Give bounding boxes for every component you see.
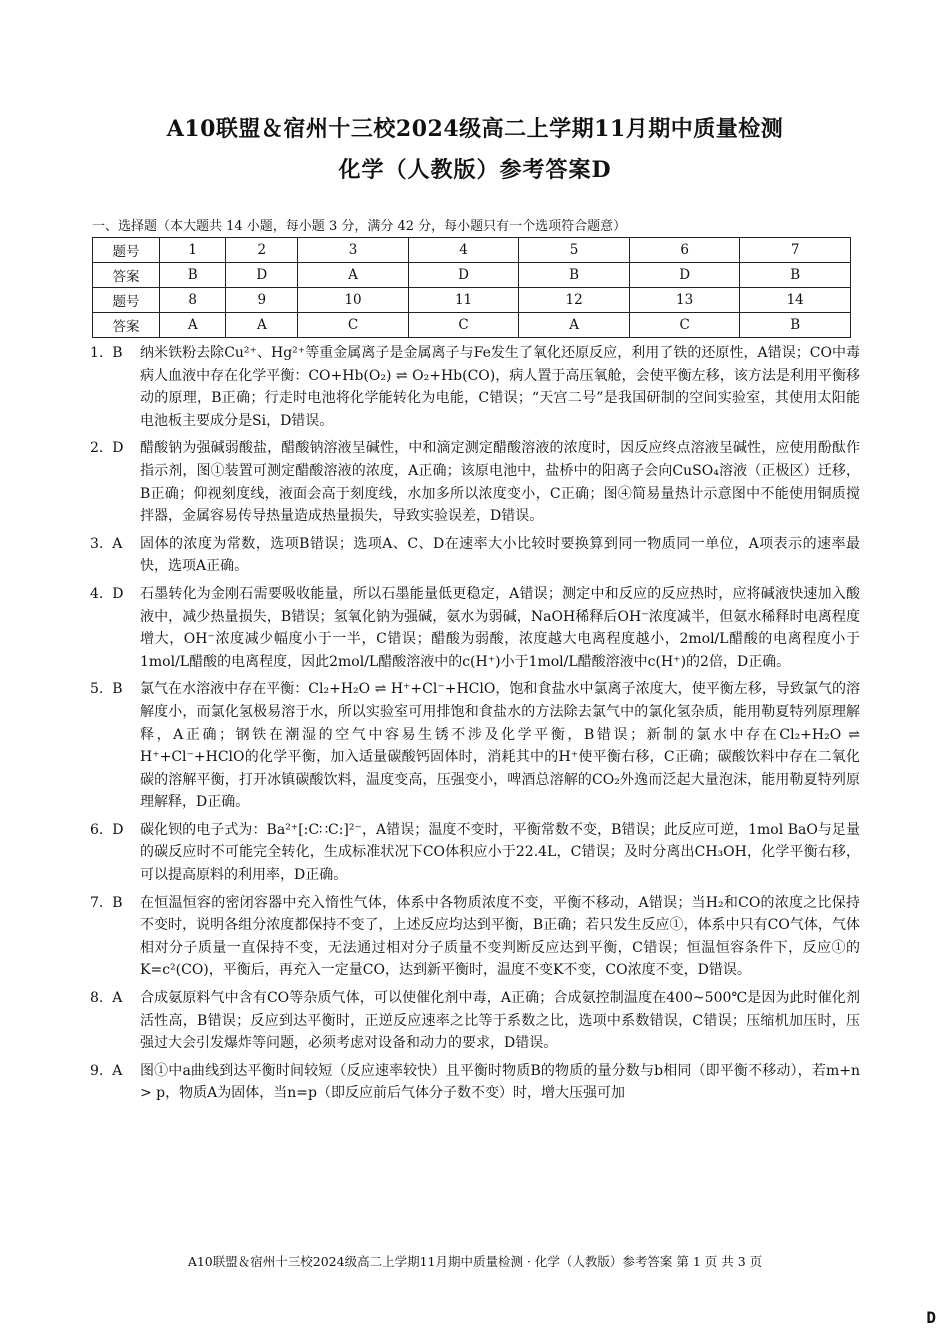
item-text: 合成氨原料气中含有CO等杂质气体，可以使催化剂中毒，A正确；合成氨控制温度在400~500℃是因为此时催化剂活性高，B错误；反应到达平衡时，正逆反应速率之比等于系数之比，选项中系数错误，C错误；压缩机加压时，压强过大会引发爆炸等问题，必须考虑对设备和动力的要求，D错误。: [140, 990, 860, 1052]
explanation-item: [90, 1060, 860, 1105]
table-cell: 10: [298, 288, 409, 313]
table-row: [93, 263, 851, 288]
item-text: 氯气在水溶液中存在平衡：Cl₂+H₂O ⇌ H⁺+Cl⁻+HClO，饱和食盐水中氯离子浓度大，使平衡左移，导致氯气的溶解度小，而氯化氢极易溶于水，所以实验室可用排饱和食盐水的方法除去氯气中的氯化氢杂质，能用勒夏特列原理解释，A正确；钢铁在潮湿的空气中容易生锈不涉及化学平衡，B错误；新制的氯水中存在Cl₂+H₂O ⇌ H⁺+Cl⁻+HClO的化学平衡，加入适量碳酸钙固体时，消耗其中的H⁺使平衡右移，C正确；碳酸饮料中存在二氧化碳的溶解平衡，打开冰镇碳酸饮料，温度变高，压强变小，啤酒总溶解的CO₂外逸而泛起大量泡沫，能用勒夏特列原理解释，D正确。: [140, 681, 860, 811]
explanation-item: [90, 987, 860, 1055]
table-cell: A: [519, 313, 630, 338]
item-text: 图①中a曲线到达平衡时间较短（反应速率较快）且平衡时物质B的物质的量分数与b相同（即平衡不移动），若m+n > p，物质A为固体，当n=p（即反应前后气体分子数不变）时，增大压强可加: [140, 1062, 860, 1102]
table-cell: C: [408, 313, 519, 338]
table-header-cell: 题号: [93, 288, 160, 313]
document-subtitle: 化学（人教版）参考答案D: [338, 157, 612, 183]
item-label: 3. A: [90, 535, 123, 552]
table-cell: 7: [740, 238, 851, 263]
corner-mark: D: [926, 1308, 936, 1327]
item-text: 石墨转化为金刚石需要吸收能量，所以石墨能量低更稳定，A错误；测定中和反应的反应热时，应将碱液快速加入酸液中，减少热量损失，B错误；氢氧化钠为强碱，氨水为弱碱，NaOH稀释后OH⁻浓度减半，但氨水稀释时电离程度增大，OH⁻浓度减少幅度小于一半，C错误；醋酸为弱酸，浓度越大电离程度越小，2mol/L醋酸的电离程度小于1mol/L醋酸的电离程度，因此2mol/L醋酸溶液中的c(H⁺)小于1mol/L醋酸溶液中c(H⁺)的2倍，D正确。: [140, 585, 860, 670]
item-label: 4. D: [90, 585, 124, 602]
table-cell: 8: [160, 288, 226, 313]
table-cell: B: [740, 313, 851, 338]
table-cell: 14: [740, 288, 851, 313]
table-cell: D: [408, 263, 519, 288]
item-text: 碳化钡的电子式为：Ba²⁺[:C∷C:]²⁻，A错误；温度不变时，平衡常数不变，B错误；此反应可逆，1mol BaO与足量的碳反应时不可能完全转化，生成标准状况下CO体积应小于22.4L，C错误；及时分离出CH₃OH，化学平衡右移，可以提高原料的利用率，D正确。: [140, 821, 860, 884]
table-cell: 13: [629, 288, 740, 313]
table-cell: C: [298, 313, 409, 338]
table-cell: A: [298, 263, 409, 288]
table-cell: 4: [408, 238, 519, 263]
table-cell: C: [629, 313, 740, 338]
item-label: 9. A: [90, 1062, 123, 1079]
table-cell: B: [519, 263, 630, 288]
item-label: 5. B: [90, 681, 123, 698]
table-cell: 5: [519, 238, 630, 263]
table-cell: B: [160, 263, 226, 288]
table-cell: 2: [226, 238, 298, 263]
item-text: 醋酸钠为强碱弱酸盐，醋酸钠溶液呈碱性，中和滴定测定醋酸溶液的浓度时，因反应终点溶液呈碱性，应使用酚酞作指示剂，图①装置可测定醋酸溶液的浓度，A正确；该原电池中，盐桥中的阳离子会向CuSO₄溶液（正极区）迁移，B正确；仰视刻度线，液面会高于刻度线，水加多所以浓度变小，C正确；图④简易量热计示意图中不能使用铜质搅拌器，金属容易传导热量造成热量损失，导致实验误差，D错误。: [140, 440, 860, 525]
explanation-item: [90, 437, 860, 527]
item-label: 7. B: [90, 894, 123, 911]
explanation-item: [90, 819, 860, 887]
table-cell: D: [629, 263, 740, 288]
explanation-item: [90, 533, 860, 578]
item-label: 6. D: [90, 821, 124, 838]
table-cell: 6: [629, 238, 740, 263]
item-text: 固体的浓度为常数，选项B错误；选项A、C、D在速率大小比较时要换算到同一物质同一单位，A项表示的速率最快，选项A正确。: [140, 535, 860, 575]
table-cell: 9: [226, 288, 298, 313]
table-row: [93, 238, 851, 263]
table-cell: B: [740, 263, 851, 288]
item-text: 纳米铁粉去除Cu²⁺、Hg²⁺等重金属离子是金属离子与Fe发生了氧化还原反应，利用了铁的还原性，A错误；CO中毒病人血液中存在化学平衡：CO+Hb(O₂) ⇌ O₂+Hb(CO)，病人置于高压氧舱，会使平衡左移，该方法是利用平衡移动的原理，B正确；行走时电池将化学能转化为电能，C错误；“天宫二号”是我国研制的空间实验室，其使用太阳能电池板主要成分是Si，D错误。: [140, 345, 860, 429]
item-label: 8. A: [90, 990, 123, 1007]
table-cell: A: [226, 313, 298, 338]
table-header-cell: 答案: [93, 263, 160, 288]
table-row: [93, 313, 851, 338]
table-cell: D: [226, 263, 298, 288]
table-cell: 3: [298, 238, 409, 263]
explanation-item: [90, 583, 860, 673]
section-heading: 一、选择题（本大题共 14 小题，每小题 3 分，满分 42 分，每小题只有一个选项符合题意）: [92, 219, 627, 234]
explanation-item: [90, 892, 860, 982]
table-cell: A: [160, 313, 226, 338]
table-row: [93, 288, 851, 313]
table-header-cell: 题号: [93, 238, 160, 263]
page-footer: A10联盟＆宿州十三校2024级高二上学期11月期中质量检测 · 化学（人教版）参考答案 第 1 页 共 3 页: [187, 1254, 763, 1269]
answer-table: [92, 237, 851, 338]
table-header-cell: 答案: [93, 313, 160, 338]
table-cell: 1: [160, 238, 226, 263]
item-label: 1. B: [90, 345, 123, 361]
explanation-item: [90, 342, 860, 432]
item-text: 在恒温恒容的密闭容器中充入惰性气体，体系中各物质浓度不变，平衡不移动，A错误；当H₂和CO的浓度之比保持不变时，说明各组分浓度都保持不变了，上述反应均达到平衡，B正确；若只发生反应①，体系中只有CO气体，气体相对分子质量一直保持不变，无法通过相对分子质量不变判断反应达到平衡，C错误；恒温恒容条件下，反应①的K=c²(CO)，平衡后，再充入一定量CO，达到新平衡时，温度不变K不变，CO浓度不变，D错误。: [140, 894, 860, 979]
explanation-list: [90, 342, 860, 1110]
item-label: 2. D: [90, 440, 124, 457]
table-cell: 12: [519, 288, 630, 313]
explanation-item: [90, 678, 860, 814]
table-cell: 11: [408, 288, 519, 313]
document-title: A10联盟＆宿州十三校2024级高二上学期11月期中质量检测: [166, 116, 784, 142]
